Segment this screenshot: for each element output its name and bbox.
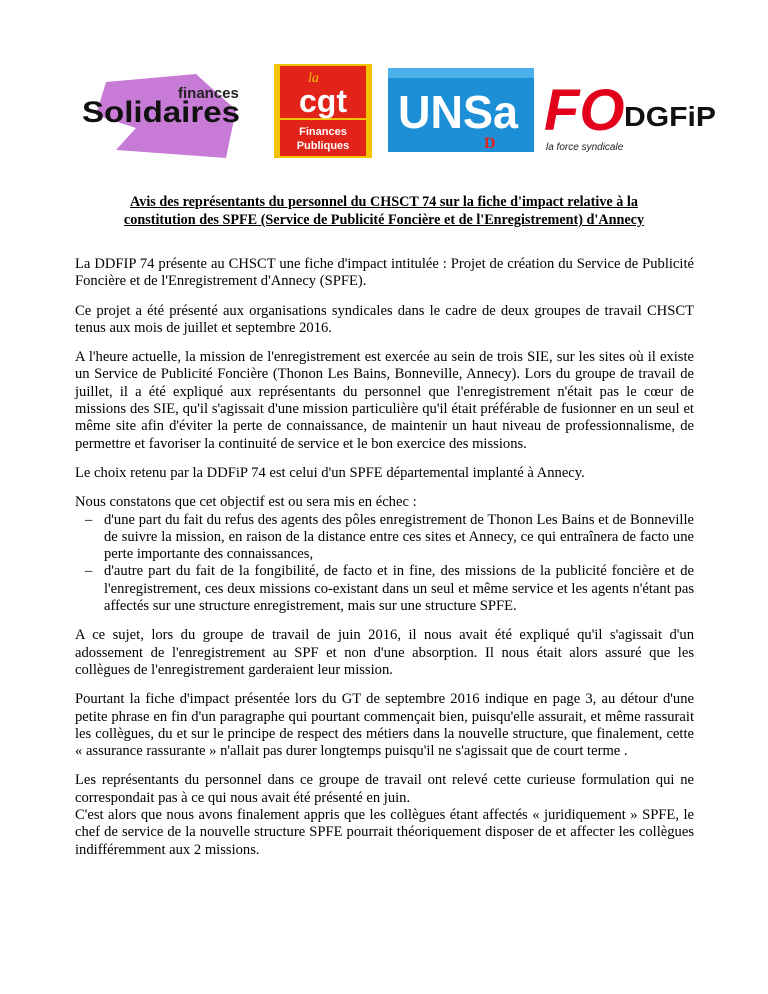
cgt-logo	[274, 64, 372, 158]
bullet-item-2	[75, 563, 694, 615]
fo-name: FO	[544, 78, 625, 143]
solidaires-sub: finances	[178, 85, 239, 102]
paragraph-1: La DDFIP 74 présente au CHSCT une fiche d'impact intitulée : Projet de création du Service de Publicité Foncière et de l'Enregistrement d'Annecy (SPFE).	[75, 256, 694, 290]
document-body	[75, 256, 694, 871]
paragraph-8: Les représentants du personnel dans ce groupe de travail ont relevé cette curieuse formulation qui ne correspondait pas à ce qui nous avait été présenté en juin.	[75, 772, 694, 806]
union-logos	[76, 64, 716, 160]
title-line-1: Avis des représentants du personnel du CHSCT 74 sur la fiche d'impact relative à la	[130, 194, 638, 210]
fo-dgfip: DGFiP	[624, 101, 716, 132]
bullet-text: d'une part du fait du refus des agents des pôles enregistrement de Thonon Les Bains et de Bonneville de suivre la mission, en raison de la distance entre ces sites et Annecy, ce qui entraînera de facto une perte importante des connaissances,	[104, 511, 694, 563]
paragraph-4: Le choix retenu par la DDFiP 74 est celui d'un SPFE départemental implanté à Annecy.	[75, 464, 585, 481]
bullet-item-1	[75, 512, 694, 564]
bullet-dash: –	[85, 563, 93, 580]
fo-dgfip-logo	[542, 70, 718, 156]
document-title	[60, 193, 708, 229]
bullet-dash: –	[85, 511, 93, 528]
cgt-sub2: Publiques	[296, 140, 350, 152]
cgt-la: la	[308, 71, 319, 86]
unsa-letters: UNSa	[398, 86, 519, 138]
unsa-logo	[388, 68, 534, 152]
paragraph-9: C'est alors que nous avons finalement appris que les collègues étant affectés « juridiquement » SPFE, le chef de service de la nouvelle structure SPFE pourrait théoriquement disposer de et affecter les collègues indifféremment aux 2 missions.	[75, 807, 694, 858]
solidaires-name: Solidaires	[82, 96, 240, 129]
unsa-sub: D	[484, 135, 496, 152]
paragraph-3: A l'heure actuelle, la mission de l'enregistrement est exercée au sein de trois SIE, sur les sites où il existe un Service de Publicité Foncière (Thonon Les Bains, Bonneville, Annecy). Lors du groupe de travail de juillet, il a été expliqué aux représentants du personnel que l'enregistrement n'était pas le cœur de missions des SIE, qu'il s'agissait d'une mission particulière qu'il était préférable de fusionner en un seul et même site afin d'éviter la perte de connaissance, de maintenir un haut niveau de professionnalisme, de permettre et favoriser la continuité de service et le bon exercice des missions.	[75, 349, 694, 452]
bullet-text: d'autre part du fait de la fongibilité, de facto et in fine, des missions de la publicité foncière et de l'enregistrement, ces deux missions co-existant dans un seul et même service et les agents n'étant pas affectés sur une structure enregistrement, mais sur une structure SPFE.	[104, 563, 694, 615]
cgt-sub1: Finances	[299, 126, 347, 138]
title-line-2: constitution des SPFE (Service de Publicité Foncière et de l'Enregistrement) d'Annecy	[123, 212, 645, 228]
paragraph-2: Ce projet a été présenté aux organisations syndicales dans le cadre de deux groupes de travail CHSCT tenus aux mois de juillet et septembre 2016.	[75, 302, 694, 336]
bullet-list	[75, 512, 694, 616]
paragraph-6: A ce sujet, lors du groupe de travail de juin 2016, il nous avait été expliqué qu'il s'agissait d'un adossement de l'enregistrement au SPF et non d'une absorption. Il nous était alors assuré que les collègues de l'enregistrement garderaient leur mission.	[75, 627, 694, 678]
fo-tagline: la force syndicale	[546, 142, 624, 153]
paragraph-7: Pourtant la fiche d'impact présentée lors du GT de septembre 2016 indique en page 3, au détour d'une petite phrase en fin d'un paragraphe qui pourtant commençait bien, puisqu'elle assurait, et même rassurait les collègues, du et sur le principe de respect des métiers dans la nouvelle structure, que finalement, cette « assurance rassurante » n'allait pas durer longtemps puisqu'il ne s'agissait que de court terme .	[75, 691, 694, 760]
solidaires-logo	[76, 70, 246, 160]
paragraph-5: Nous constatons que cet objectif est ou sera mis en échec :	[75, 494, 417, 511]
cgt-name: cgt	[299, 83, 347, 119]
